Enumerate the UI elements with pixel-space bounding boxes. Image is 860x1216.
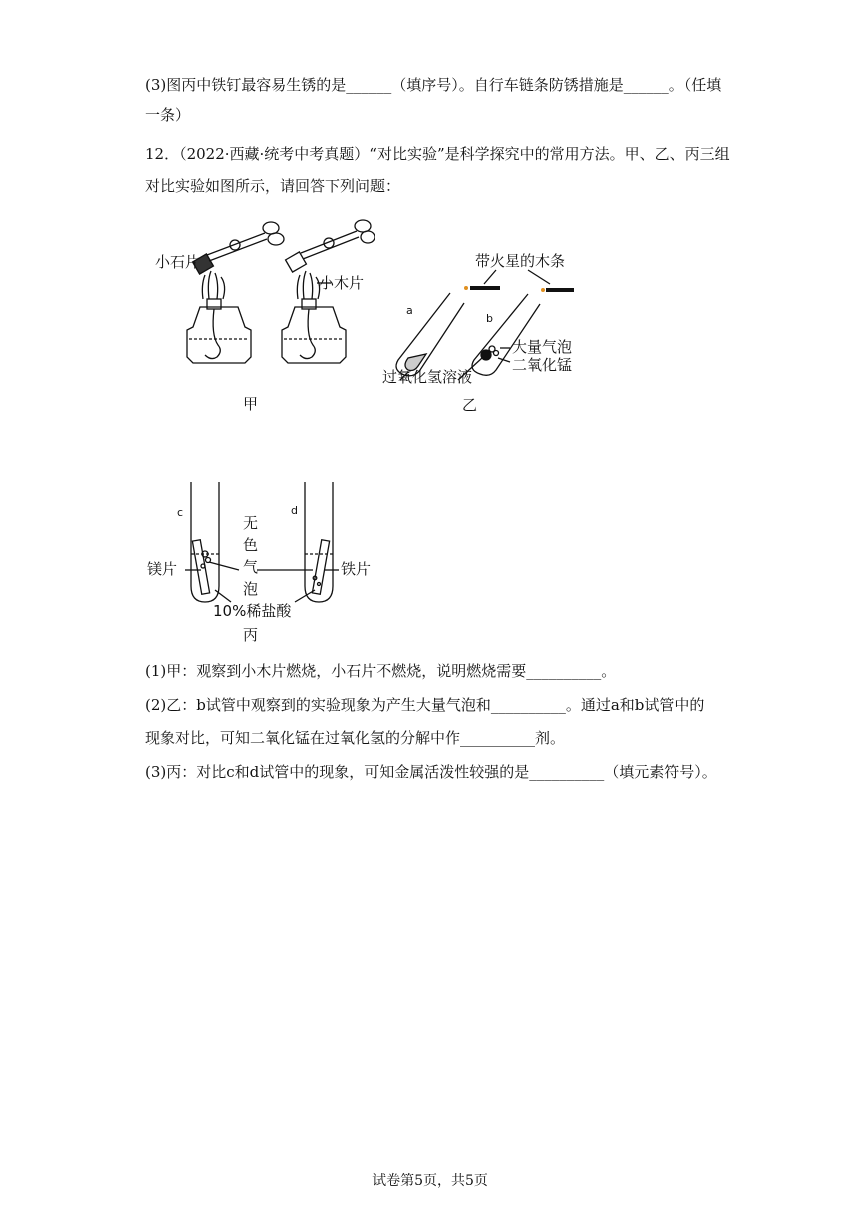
- caption-jia: 甲: [243, 395, 259, 413]
- q12-question-2-line2: 现象对比，可知二氧化锰在过氧化氢的分解中作__________剂。: [145, 729, 566, 747]
- q11-part3-line1: (3)图丙中铁钉最容易生锈的是______（填序号）。自行车链条防锈措施是______。（任填: [145, 76, 722, 94]
- q12-intro-line2: 对比实验如图所示，请回答下列问题：: [145, 177, 401, 195]
- figure-bing: [145, 478, 385, 653]
- q12-question-3: (3)丙：对比c和d试管中的现象，可知金属活泼性较强的是__________（填元素符号）。: [145, 763, 717, 781]
- q11-part3-line2: 一条）: [145, 106, 191, 124]
- label-bubbles: 大量气泡: [512, 338, 573, 356]
- label-stone: 小石片: [155, 253, 201, 271]
- tube-a-label: a: [406, 304, 413, 317]
- q12-intro-line1: 12．（2022·西藏·统考中考真题）“对比实验”是科学探究中的常用方法。甲、乙、丙三组: [145, 145, 730, 163]
- q12-question-2-line1: (2)乙：b试管中观察到的实验现象为产生大量气泡和__________。通过a和b试管中的: [145, 696, 705, 714]
- label-gas-1: 无: [243, 514, 259, 532]
- test-tube-d: [305, 482, 333, 602]
- caption-bing: 丙: [243, 626, 259, 644]
- label-wood: 小木片: [319, 274, 365, 292]
- tube-c-label: c: [177, 506, 184, 519]
- label-acid: 10%稀盐酸: [213, 602, 292, 620]
- tube-d-label: d: [291, 504, 298, 517]
- label-h2o2: 过氧化氢溶液: [382, 368, 473, 386]
- label-gas-2: 色: [243, 536, 259, 554]
- figure-jia: [145, 215, 375, 415]
- label-stick: 带火星的木条: [475, 252, 566, 270]
- tube-b-label: b: [486, 312, 493, 325]
- label-gas-4: 泡: [243, 580, 259, 598]
- figure-yi: [378, 248, 598, 418]
- alcohol-lamp-left: [187, 271, 251, 363]
- caption-yi: 乙: [462, 396, 478, 414]
- tongs-left: [193, 222, 284, 274]
- page-footer: 试卷第5页，共5页: [372, 1173, 488, 1189]
- test-tube-c: [191, 482, 219, 602]
- q12-question-1: (1)甲：观察到小木片燃烧，小石片不燃烧，说明燃烧需要__________。: [145, 662, 617, 680]
- label-mno2: 二氧化锰: [512, 356, 573, 374]
- label-gas-3: 气: [243, 558, 259, 576]
- label-mg: 镁片: [147, 560, 178, 578]
- label-fe: 铁片: [341, 560, 372, 578]
